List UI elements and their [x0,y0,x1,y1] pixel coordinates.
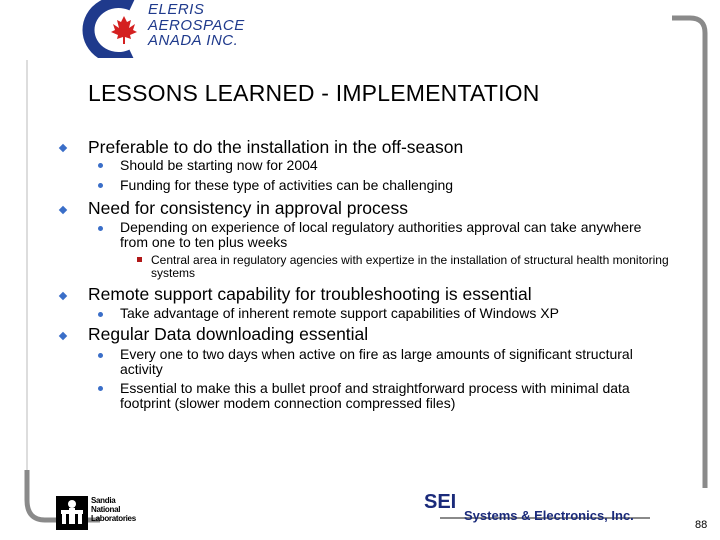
logo-line-2: AEROSPACE [148,16,245,34]
bullet-2-sub-1-sub-1: Central area in regulatory agencies with expertize in the installation of structural health monitoring systems [151,253,669,280]
diamond-bullet-icon [59,332,67,340]
bullet-1-sub-1: Should be starting now for 2004 [120,157,318,173]
bullet-4-sub-1: Every one to two days when active on fire as large amounts of significant structural activity [120,346,633,377]
dot-bullet-icon [98,386,103,391]
sandia-line-1: Sandia [91,496,116,505]
logo-line-3: ANADA INC. [148,32,239,49]
bullet-2-sub-1: Depending on experience of local regulatory authorities approval can take anywhere from one to ten plus weeks [120,219,642,250]
square-bullet-icon [137,257,142,262]
bullet-1-sub-2: Funding for these type of activities can be challenging [120,177,454,193]
page-number: 88 [695,519,708,531]
slide-title: LESSONS LEARNED - IMPLEMENTATION [88,80,540,106]
diamond-bullet-icon [59,206,67,214]
diamond-bullet-icon [59,144,67,152]
logo-line-1: ELERIS [148,1,205,18]
bullet-4: Regular Data downloading essential [88,324,369,344]
dot-bullet-icon [98,183,103,188]
sandia-line-2: National [91,505,121,514]
bullet-4-sub-2: Essential to make this a bullet proof and straightforward process with minimal data footprint (slower modem connection compressed files) [120,380,630,411]
footer-company: Systems & Electronics, Inc. [464,508,634,523]
diamond-bullet-icon [59,292,67,300]
sei-logo-text: SEI [424,491,457,513]
bullet-1: Preferable to do the installation in the off-season [88,137,464,157]
dot-bullet-icon [98,353,103,358]
sandia-wordmark [91,496,136,523]
dot-bullet-icon [98,163,103,168]
dot-bullet-icon [98,312,103,317]
sandia-line-3: Laboratories [91,514,136,523]
bullet-3-sub-1: Take advantage of inherent remote support capabilities of Windows XP [120,305,559,321]
bullet-3: Remote support capability for troubleshooting is essential [88,284,532,304]
bullet-2: Need for consistency in approval process [88,198,409,218]
dot-bullet-icon [98,226,103,231]
